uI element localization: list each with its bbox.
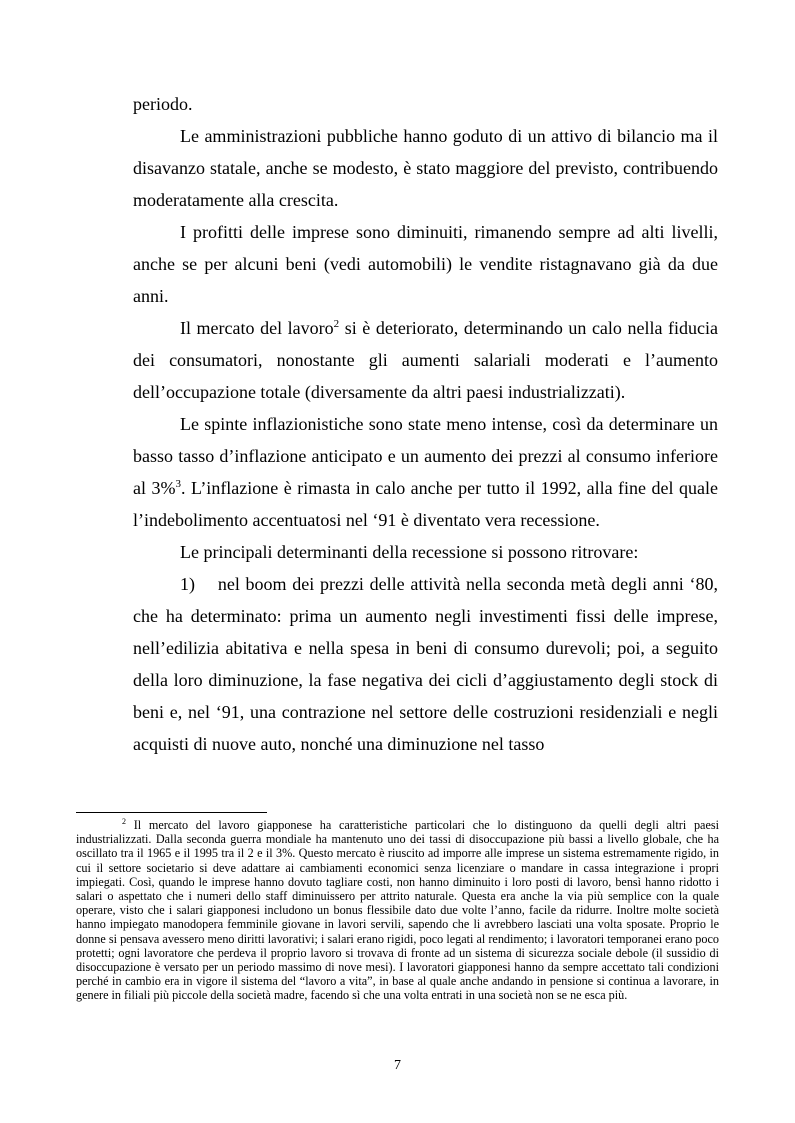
footnote-ref-3[interactable]: 3 bbox=[175, 478, 181, 490]
footnote-marker: 2 bbox=[122, 817, 126, 826]
paragraph-continuation: periodo. bbox=[133, 94, 193, 114]
paragraph-company-profits: I profitti delle imprese sono diminuiti, rimanendo sempre ad alti livelli, anche se per alcuni beni (vedi automobili) le vendite ristagnavano già da due anni. bbox=[133, 222, 718, 306]
footnote-text: Il mercato del lavoro giapponese ha caratteristiche particolari che lo distinguono da quelli degli altri paesi industrializzati. Dalla seconda guerra mondiale ha mantenuto uno dei tassi di disoccupazione più bassi a livello globale, che ha oscillato tra il 1965 e il 1995 tra il 2 e il 3%. Questo mercato è riuscito ad imporre alle imprese un sistema estremamente rigido, in cui il settore societario si deve adattare ai cambiamenti economici senza licenziare o mandare in cassa integrazione i propri impiegati. Così, quando le imprese hanno dovuto tagliare costi, non hanno diminuito i loro posti di lavoro, bensì hanno ridotto i salari o aspettato che i numeri dello staff diminuissero per attrito naturale. Questa era anche la via più semplice con la quale operare, visto che i salari giapponesi includono un bonus flessibile dato due volte l’anno, facile da ridurre. Inoltre molte società hanno impiegato manodopera femminile giovane in lavori servili, sapendo che li avrebbero lasciati una volta sposate. Proprio le donne si pensava avessero meno diritti lavorativi; i salari erano rigidi, poco legati al rendimento; i lavoratori temporanei erano poco protetti; ogni lavoratore che perdeva il proprio lavoro si trovava di fronte ad un sistema di sicurezza sociale debole (il sussidio di disoccupazione è versato per un periodo massimo di nove mesi). I lavoratori giapponesi hanno da sempre accettato tali condizioni perché in cambio era in vigore il sistema del “lavoro a vita”, in base al quale anche andando in pensione si continua a lavorare, in genere in filiali più piccole della società madre, facendo sì che una volta entrati in una società non se ne esca più. bbox=[76, 818, 719, 1003]
list-item-1 bbox=[133, 568, 718, 760]
body-text bbox=[133, 88, 718, 760]
footnote-2 bbox=[76, 818, 719, 1003]
paragraph-labour-market-text-b: si è deteriorato, determinando un calo nella fiducia dei consumatori, nonostante gli aumenti salariali moderati e l’aumento dell’occupazione totale (diversamente da altri paesi industrializzati). bbox=[133, 318, 719, 402]
list-item-1-number: 1) bbox=[180, 574, 195, 594]
paragraph-recession-determinants: Le principali determinanti della recessione si possono ritrovare: bbox=[180, 542, 639, 562]
paragraph-public-administration: Le amministrazioni pubbliche hanno goduto di un attivo di bilancio ma il disavanzo statale, anche se modesto, è stato maggiore del previsto, contribuendo moderatamente alla crescita. bbox=[133, 126, 718, 210]
list-item-1-text: nel boom dei prezzi delle attività nella seconda metà degli anni ‘80, che ha determinato: prima un aumento negli investimenti fissi delle imprese, nell’edilizia abitativa e nella spesa in beni di consumo durevoli; poi, a seguito della loro diminuzione, la fase negativa dei cicli d’aggiustamento degli stock di beni e, nel ‘91, una contrazione nel settore delle costruzioni residenziali e negli acquisti di nuove auto, nonché una diminuzione nel tasso bbox=[133, 574, 719, 754]
page-number: 7 bbox=[394, 1058, 401, 1073]
footnote-ref-2[interactable]: 2 bbox=[333, 318, 340, 330]
paragraph-inflation bbox=[133, 408, 718, 536]
paragraph-inflation-text-b: . L’inflazione è rimasta in calo anche per tutto il 1992, alla fine del quale l’indebolimento accentuatosi nel ‘91 è diventato vera recessione. bbox=[133, 478, 718, 530]
paragraph-labour-market-text-a: Il mercato del lavoro bbox=[180, 318, 334, 338]
paragraph-inflation-text-a: Le spinte inflazionistiche sono state meno intense, così da determinare un basso tasso d’inflazione anticipato e un aumento dei prezzi al consumo inferiore al 3% bbox=[133, 414, 718, 498]
paragraph-labour-market bbox=[133, 312, 718, 408]
footnote-separator bbox=[76, 812, 267, 813]
